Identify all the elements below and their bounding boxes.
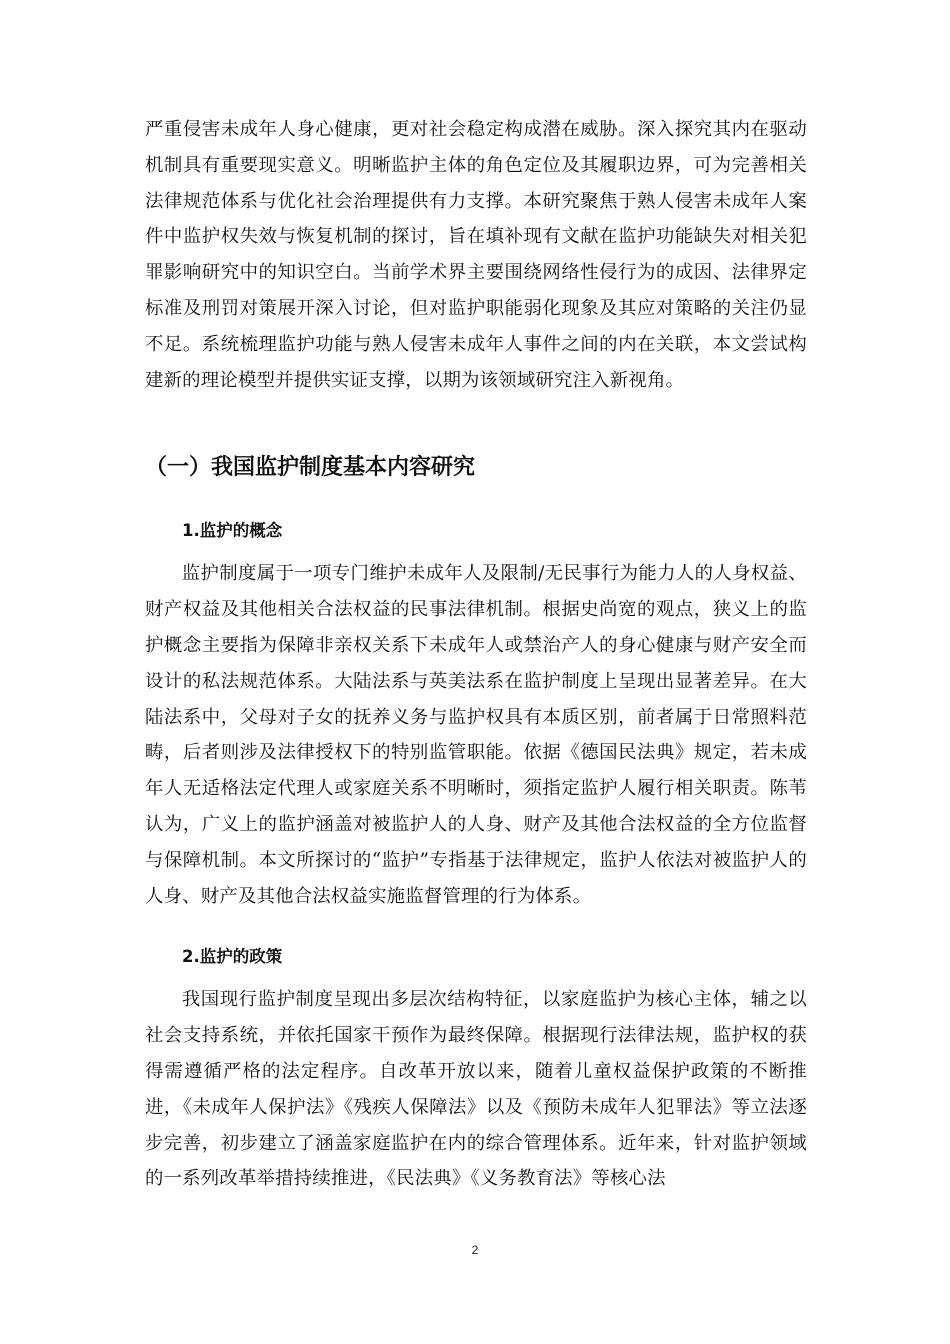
policy-paragraph: 我国现行监护制度呈现出多层次结构特征，以家庭监护为核心主体，辅之以社会支持系统，并依托国家干预作为最终保障。根据现行法律法规，监护权的获得需遵循严格的法定程序。自改革开放以来，随着儿童权益保护政策的不断推进，《未成年人保护法》《残疾人保障法》以及《预防未成年人犯罪法》等立法逐步完善，初步建立了涵盖家庭监护在内的综合管理体系。近年来，针对监护领域的一系列改革举措持续推进，《民法典》《义务教育法》等核心法: [145, 989, 807, 1190]
subsection-heading-policy: 2.监护的政策: [182, 947, 283, 967]
subsection-heading-concept: 1.监护的概念: [182, 521, 283, 541]
section-heading: （一）我国监护制度基本内容研究: [145, 455, 476, 481]
page-number: 2: [471, 1243, 479, 1257]
document-page: [145, 112, 807, 1197]
intro-paragraph: 严重侵害未成年人身心健康，更对社会稳定构成潜在威胁。深入探究其内在驱动机制具有重要现实意义。明晰监护主体的角色定位及其履职边界，可为完善相关法律规范体系与优化社会治理提供有力支撑。本研究聚焦于熟人侵害未成年人案件中监护权失效与恢复机制的探讨，旨在填补现有文献在监护功能缺失对相关犯罪影响研究中的知识空白。当前学术界主要围绕网络性侵行为的成因、法律界定标准及刑罚对策展开深入讨论，但对监护职能弱化现象及其应对策略的关注仍显不足。系统梳理监护功能与熟人侵害未成年人事件之间的内在关联，本文尝试构建新的理论模型并提供实证支撑，以期为该领域研究注入新视角。: [145, 119, 807, 391]
concept-paragraph: 监护制度属于一项专门维护未成年人及限制/无民事行为能力人的人身权益、财产权益及其他相关合法权益的民事法律机制。根据史尚宽的观点，狭义上的监护概念主要指为保障非亲权关系下未成年人或禁治产人的身心健康与财产安全而设计的私法规范体系。大陆法系与英美法系在监护制度上呈现出显著差异。在大陆法系中，父母对子女的抚养义务与监护权具有本质区别，前者属于日常照料范畴，后者则涉及法律授权下的特别监管职能。依据《德国民法典》规定，若未成年人无适格法定代理人或家庭关系不明晰时，须指定监护人履行相关职责。陈苇认为，广义上的监护涵盖对被监护人的人身、财产及其他合法权益的全方位监督与保障机制。本文所探讨的“监护”专指基于法律规定，监护人依法对被监护人的人身、财产及其他合法权益实施监督管理的行为体系。: [145, 563, 807, 907]
